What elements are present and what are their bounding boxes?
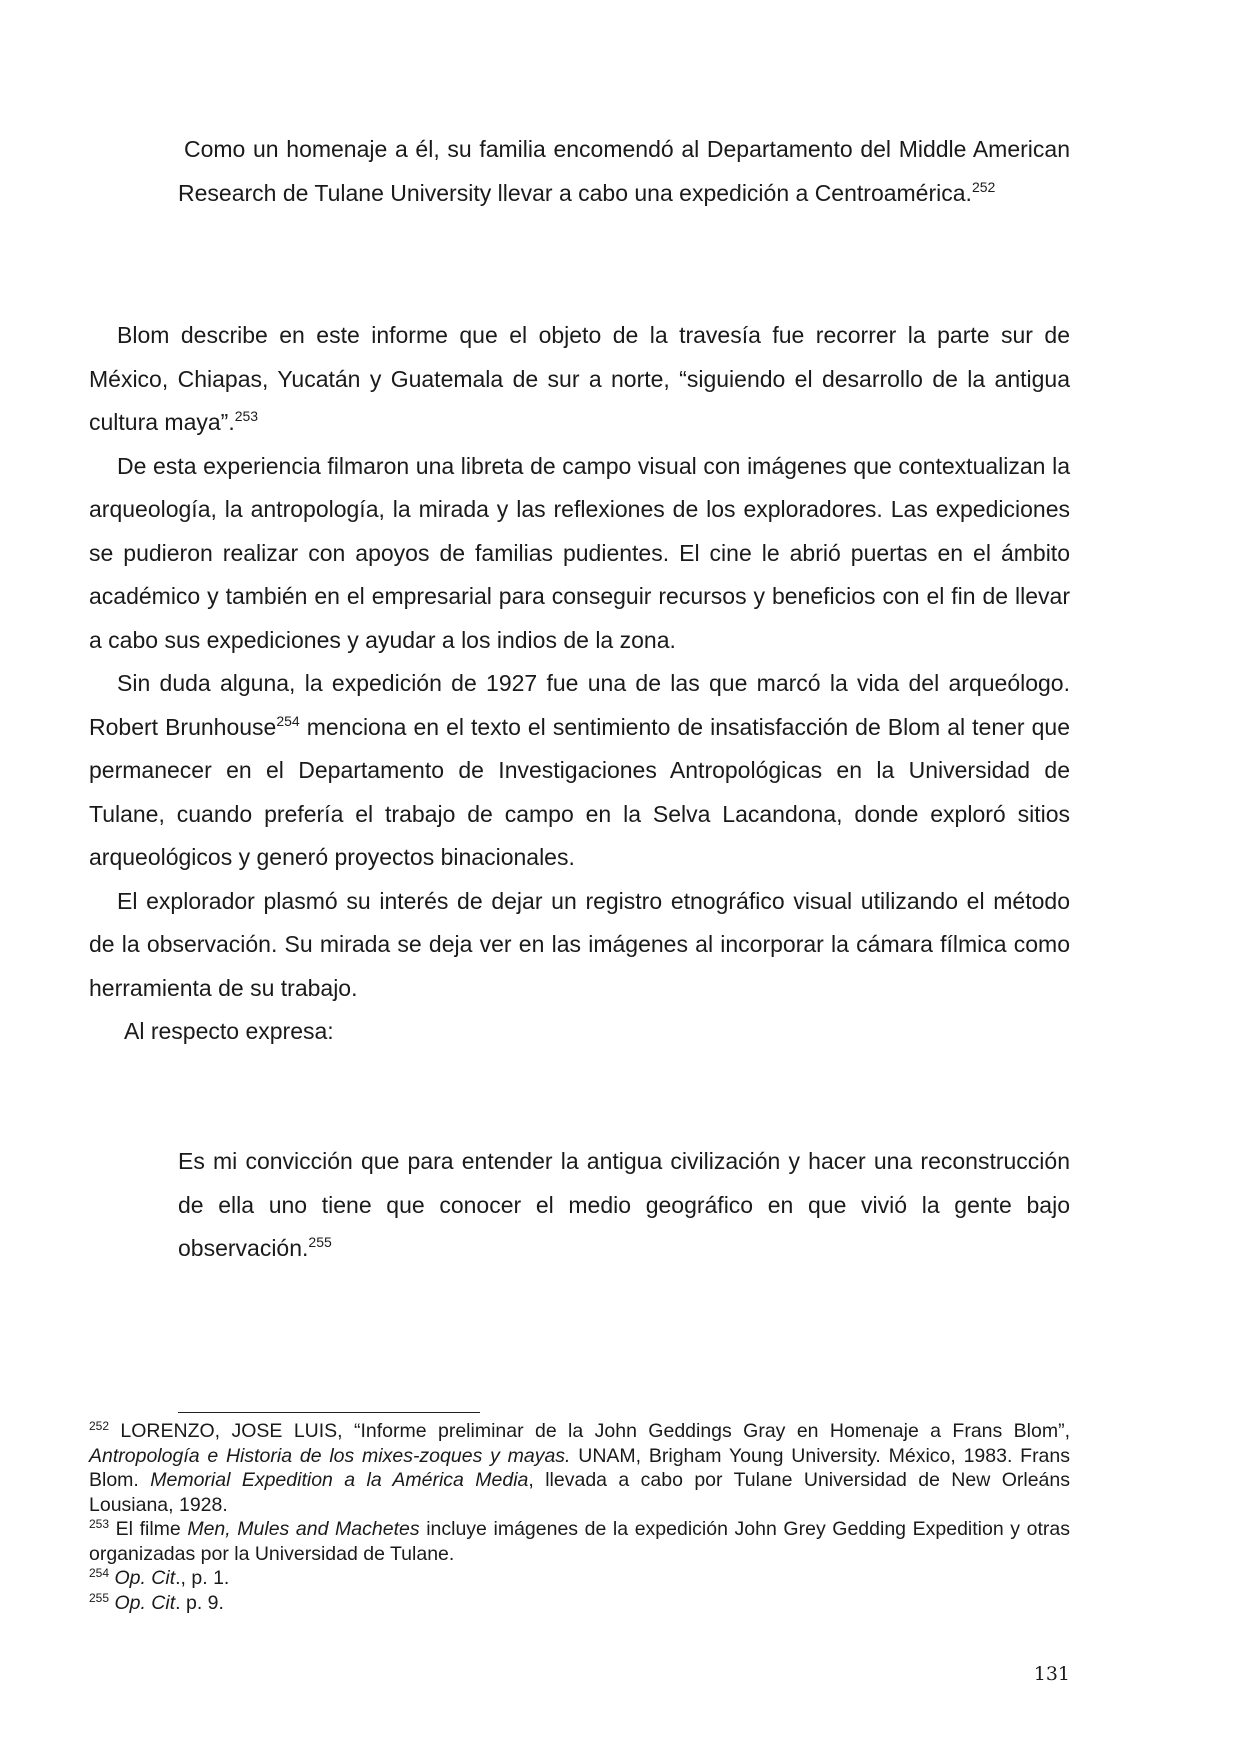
block-quote-2 — [178, 1140, 1070, 1271]
footnote-253-text-b: incluye imágenes de la expedición John Grey Gedding Expedition y otras organizadas por la Universidad de Tulane. — [89, 1518, 1070, 1565]
footnote-ref-254: 254 — [276, 712, 300, 729]
block-quote-2-text — [178, 1140, 1070, 1271]
paragraph-2: De esta experiencia filmaron una libreta de campo visual con imágenes que contextualizan la arqueología, la antropología, la mirada y las reflexiones de los exploradores. Las expediciones se pudieron realizar con apoyos de familias pudientes. El cine le abrió puertas en el ámbito académico y también en el empresarial para conseguir recursos y beneficios con el fin de llevar a cabo sus expediciones y ayudar a los indios de la zona. — [89, 452, 1070, 653]
paragraph-1 — [89, 314, 1070, 445]
paragraph-1-body: Blom describe en este informe que el objeto de la travesía fue recorrer la parte sur de México, Chiapas, Yucatán y Guatemala de sur a norte, “siguiendo el desarrollo de la antigua cultura maya”. — [89, 322, 1070, 435]
block-quote-1 — [178, 128, 1070, 215]
footnote-number-255: 255 — [89, 1590, 110, 1605]
paragraph-3-body-start: Sin duda alguna, la expedición de 1927 fue una de las que marcó la vida del arqueólogo. Robert Brunhouse — [89, 670, 1070, 740]
footnote-252-italic-a: Antropología e Historia de los mixes-zoques y mayas. — [89, 1444, 571, 1467]
footnote-ref-253: 253 — [234, 408, 259, 424]
footnote-255-italic-a: Op. Cit — [114, 1591, 176, 1614]
quote-2-body: Es mi convicción que para entender la antigua civilización y hacer una reconstrucción de ella uno tiene que conocer el medio geográfico en que vivió la gente bajo observación. — [178, 1148, 1070, 1261]
footnote-252-italic-b: Memorial Expedition a la América Media — [150, 1469, 529, 1491]
footnote-255-text-b: . p. 9. — [175, 1591, 224, 1614]
footnote-255 — [89, 1591, 1070, 1616]
footnote-252 — [89, 1419, 1070, 1517]
paragraph-3 — [89, 662, 1070, 880]
main-text — [89, 314, 1070, 1054]
page-number: 131 — [1033, 1663, 1070, 1685]
footnote-ref-255: 255 — [308, 1234, 332, 1250]
paragraph-5: Al respecto expresa: — [124, 1018, 334, 1044]
footnote-254-italic-a: Op. Cit — [114, 1567, 176, 1589]
quote-1-body: Como un homenaje a él, su familia encomendó al Departamento del Middle American Research de Tulane University llevar a cabo una expedición a Centroamérica. — [178, 136, 1070, 206]
footnote-number-254: 254 — [89, 1566, 110, 1580]
footnote-separator — [178, 1412, 480, 1413]
footnotes — [89, 1419, 1070, 1615]
footnote-252-text-c: , llevada a cabo por Tulane Universidad de New Orleáns Lousiana, 1928. — [89, 1469, 1070, 1516]
paragraph-3-body-end: menciona en el texto el sentimiento de insatisfacción de Blom al tener que permanecer en el Departamento de Investigaciones Antropológicas en la Universidad de Tulane, cuando prefería el trabajo de campo en la Selva Lacandona, donde exploró sitios arqueológicos y generó proyectos binacionales. — [89, 713, 1070, 870]
footnote-ref-252: 252 — [971, 178, 996, 195]
footnote-252-text-a: LORENZO, JOSE LUIS, “Informe preliminar de la John Geddings Gray en Homenaje a Frans Blom”, — [109, 1420, 1070, 1442]
footnote-254-text-b: ., p. 1. — [175, 1567, 230, 1589]
footnote-253-text-a: El filme — [109, 1518, 188, 1540]
footnote-253-italic-a: Men, Mules and Machetes — [187, 1518, 420, 1540]
paragraph-4: El explorador plasmó su interés de dejar un registro etnográfico visual utilizando el método de la observación. Su mirada se deja ver en las imágenes al incorporar la cámara fílmica como herramienta de su trabajo. — [89, 887, 1070, 1001]
footnote-254 — [89, 1566, 1070, 1591]
footnote-252-text-b: UNAM, Brigham Young University. México, 1983. Frans Blom. — [89, 1444, 1070, 1491]
block-quote-1-text — [178, 128, 1070, 215]
footnote-number-252: 252 — [89, 1419, 110, 1433]
footnote-253 — [89, 1517, 1070, 1566]
footnote-number-253: 253 — [89, 1517, 110, 1531]
